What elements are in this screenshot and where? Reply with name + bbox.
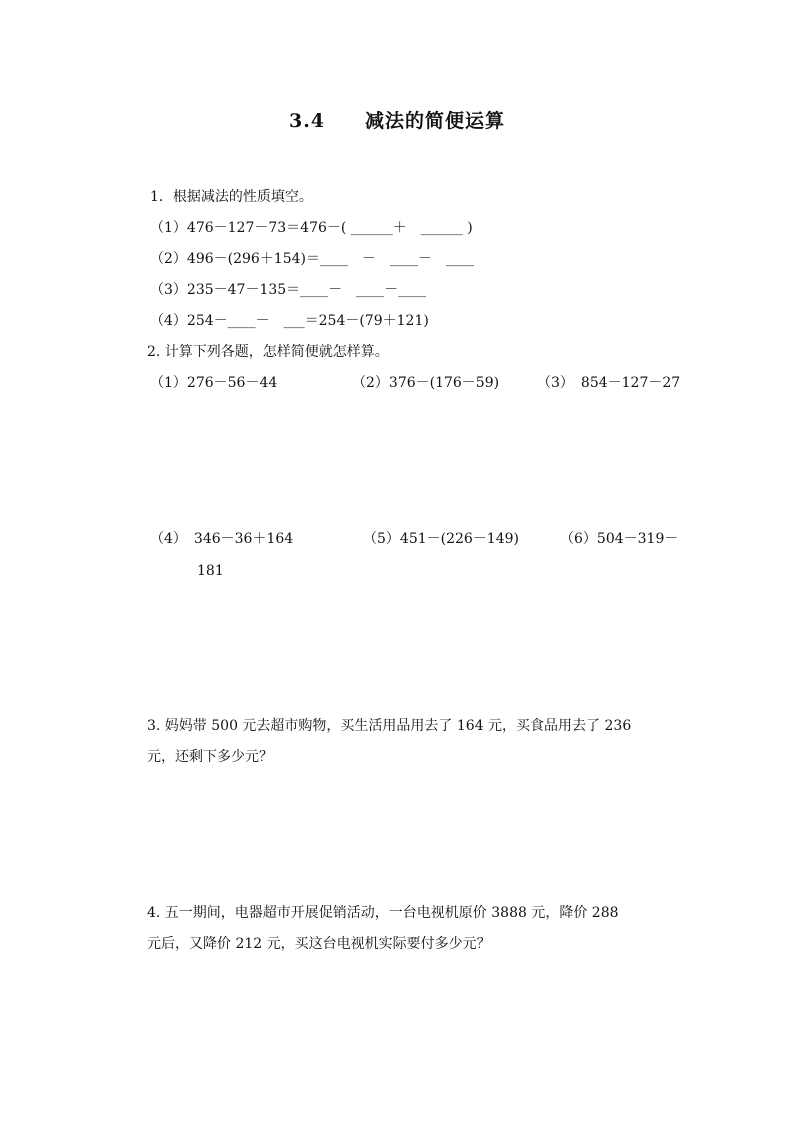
question-2-item-1: （1）276－56－44 [150,375,278,391]
question-2-item-4: （4） 346－36＋164 [150,531,294,547]
question-3-line-1: 3. 妈妈带 500 元去超市购物，买生活用品用去了 164 元，买食品用去了 236 [147,718,632,734]
question-1-item-2: （2）496－(296＋154)＝____ － ____－ ____ [150,251,474,267]
question-2-item-6-continued: 181 [197,563,224,579]
question-3-line-2: 元，还剩下多少元？ [147,749,273,765]
question-1-heading: 1．根据减法的性质填空。 [150,189,313,205]
question-4-line-1: 4. 五一期间，电器超市开展促销活动，一台电视机原价 3888 元，降价 288 [147,905,619,921]
page-title: 3.4 减法的简便运算 [288,110,506,132]
question-2-item-6: （6）504－319－ [560,531,679,547]
question-4-line-2: 元后，又降价 212 元，买这台电视机实际要付多少元？ [147,936,491,952]
question-2-heading: 2. 计算下列各题，怎样简便就怎样算。 [147,344,389,360]
question-2-item-3: （3） 854－127－27 [537,375,681,391]
question-1-item-3: （3）235－47－135＝____－ ____－____ [150,282,427,298]
question-2-item-5: （5）451－(226－149) [363,531,519,547]
question-2-item-2: （2）376－(176－59) [352,375,500,391]
question-1-item-1: （1）476－127－73＝476－( ______＋ ______ ) [150,220,473,236]
question-1-item-4: （4）254－____－ ___＝254－(79＋121) [150,313,429,329]
